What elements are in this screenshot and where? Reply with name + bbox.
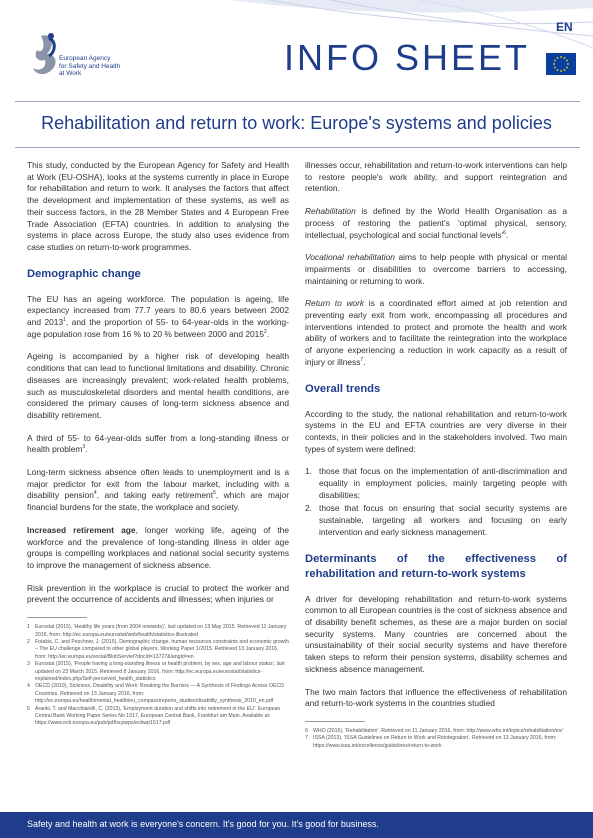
right-column [305, 160, 567, 750]
left-column [27, 160, 289, 728]
language-code: EN [556, 20, 573, 34]
system-types-list [305, 466, 567, 538]
list-item: 1. those that focus on the implementation of anti-discrimination and equality in employment policies, mainly targeting people with disabilities; [305, 466, 567, 500]
paragraph-risk-prevention: Risk prevention in the workplace is crucial to protect the worker and prevent the occurrence of accidents and illnesses; when injuries or [27, 582, 289, 605]
paragraph-main-factors: The two main factors that influence the effectiveness of rehabilitation and return-to-work systems in the countries studied [305, 686, 567, 709]
footnote: 4 OECD (2010), Sickness, Disability and Work: Breaking the Barriers — A Synthesis of Findings Across OECD Countries. Retrieved on 13 January 2016, from: http://ec.europa.eu/health/mental_health/eu_compass/reports_studies/disability_synthesis_2010_en.pdf [27, 683, 284, 705]
paragraph-ageing-workforce: The EU has an ageing workforce. The population is ageing, life expectancy increased from 77.7 years to 80.6 years between 2002 and 2013$^1$, and the proportion of 55- to 64-year-olds in the working-age population rose from 16 % to 20 % between 2000 and 2015$^2$. [27, 293, 289, 339]
paragraph-long-standing-illness: A third of 55- to 64-year-olds suffer from a long-standing illness or health problem$^3$. [27, 432, 289, 455]
top-divider [15, 101, 580, 102]
paragraph-trends: According to the study, the national rehabilitation and return-to-work systems in the EU and EFTA countries are very diverse in their contexts, in their policies and in the stakeholders involved. Two main types of system were defined: [305, 408, 567, 454]
paragraph-health-risk: Ageing is accompanied by a higher risk of developing health conditions that can lead to functional limitations and disability. Chronic diseases are increasingly prevalent; work-related health problems, such as musculoskeletal disorders and mental health conditions, are considered the primary causes of long-term sickness absence and disability retirement. [27, 351, 289, 420]
footnote-divider [27, 617, 87, 618]
intro-paragraph: This study, conducted by the European Agency for Safety and Health at Work (EU-OSHA), looks at the systems currently in place in Europe for rehabilitation and return to work. It analyses the factors that affect the development and implementation of these systems, as well as their success factors, in the 28 Member States and 4 European Free Trade Association (EFTA) countries. In addition to analysing the systems in place across Europe, the study also uses evidence from case studies on return-to-work programmes. [27, 160, 289, 252]
definition-vocational-rehabilitation: Vocational rehabilitation aims to help people with physical or mental impairments or disabilities to overcome barriers to accessing, maintaining or returning to work. [305, 252, 568, 286]
info-sheet-title: INFO SHEET [284, 37, 531, 78]
definition-rehabilitation: Rehabilitation is defined by the World Health Organisation as a process of restoring the patient's 'optimal physical, sensory, intellectual, psychological and social functional $levels'^6$. [305, 206, 567, 240]
title-divider [15, 147, 580, 148]
footnote: 1 Eurostat (2015), 'Healthy life years (from 2004 onwards)', last updated on 13 May 2015. Retrieved 11 January 2016, from: http://ec.europa.eu/eurostat/web/health/statistics-illustrated [27, 624, 287, 638]
footnote: 2 Fotakis, C. and Peschner, J. (2015), Demographic change, human resources constraints and economic growth – The EU challenge compared to other global players, Working Paper 1/2015. Retrieved 13 January 2016, from: http://ec.europa.eu/social/BlobServlet?docId=13727&langId=en [27, 638, 289, 660]
definition-return-to-work: Return to work is a coordinated effort aimed at job retention and preventing early exit from work, encompassing all procedures and interventions intended to protect and promote the health and work ability of workers and to facilitate the reintegration into the workplace of anyone experiencing a reduction in work capacity as a result of injury or illness$^7$. [305, 298, 567, 367]
paragraph-interventions: illnesses occur, rehabilitation and return-to-work interventions can help to restore people's work ability, and support reintegration and retention. [305, 160, 567, 194]
right-footnotes [305, 728, 567, 750]
list-item: 2. those that focus on ensuring that social security systems are sustainable, targeting all workers and focusing on early intervention and early sickness management. [305, 503, 567, 537]
eu-flag-icon [546, 53, 576, 75]
agency-name: European Agency for Safety and Health at Work [59, 55, 121, 77]
footnote-divider [305, 721, 365, 722]
heading-determinants: Determinants of the effectiveness of rehabilitation and return-to-work systems [305, 552, 567, 580]
paragraph-retirement-age: Increased retirement age, longer working life, ageing of the workforce and the prevalence of long-standing illness in older age groups is compelling workplaces and national social security systems to improve the management of sickness absence. [27, 524, 289, 570]
paragraph-cost-driver: A driver for developing rehabilitation and return-to-work systems common to all European countries is the cost of sickness absence and of disability benefit schemes, as these are a major burden on social security systems. Many countries are concerned about the unsustainability of their social security systems and have therefore taken steps to reform their pension systems, disability schemes and sickness absence management. [305, 593, 567, 674]
heading-demographic-change: Demographic change [27, 267, 141, 280]
footer-slogan: Safety and health at work is everyone's concern. It's good for you. It's good for business. [27, 819, 379, 829]
footnote: 3 Eurostat (2015), 'People having a long-standing illness or health problem, by sex, age and labour status', last updated on 23 March 2015. Retrieved 8 January 2016, from: http://ec.europa.eu/eurostat/statistics-explained/index.php/Self-perceived_health_statistics [27, 661, 285, 682]
footnote: 6 WHO (2016), 'Rehabilitation'. Retrieved on 11 January 2016, from: http://www.who.int/topics/rehabilitation/en/ [305, 727, 563, 734]
paragraph-sickness-absence: Long-term sickness absence often leads to unemployment and is a major predictor for exit from the labour market, including with a disability pension$^4$, and taking early retirement$^5$, which are major financial burdens for the state, the workplace and society. [27, 467, 289, 513]
heading-overall-trends: Overall trends [305, 382, 381, 395]
footnote: 5 Aranki, T. and Macchiarelli, C. (2013), 'Employment duration and shifts into retirement in the EU'. European Central Bank Working Paper Series No 1517, European Central Bank, Frankfurt am Main. Available at: https://www.ecb.europa.eu/pub/pdf/scpwps/ecbwp1517.pdf [27, 705, 281, 727]
document-title: Rehabilitation and return to work: Europe's systems and policies [41, 113, 552, 133]
footnote: 7 ISSA (2013), 'ISSA Guidelines on Return to Work and Reintegration'. Retrieved on 13 January 2016, from: https://www.issa.int/excellence/guidelines/return-to-work [305, 735, 557, 749]
left-footnotes [27, 624, 289, 728]
page-header [0, 0, 593, 100]
